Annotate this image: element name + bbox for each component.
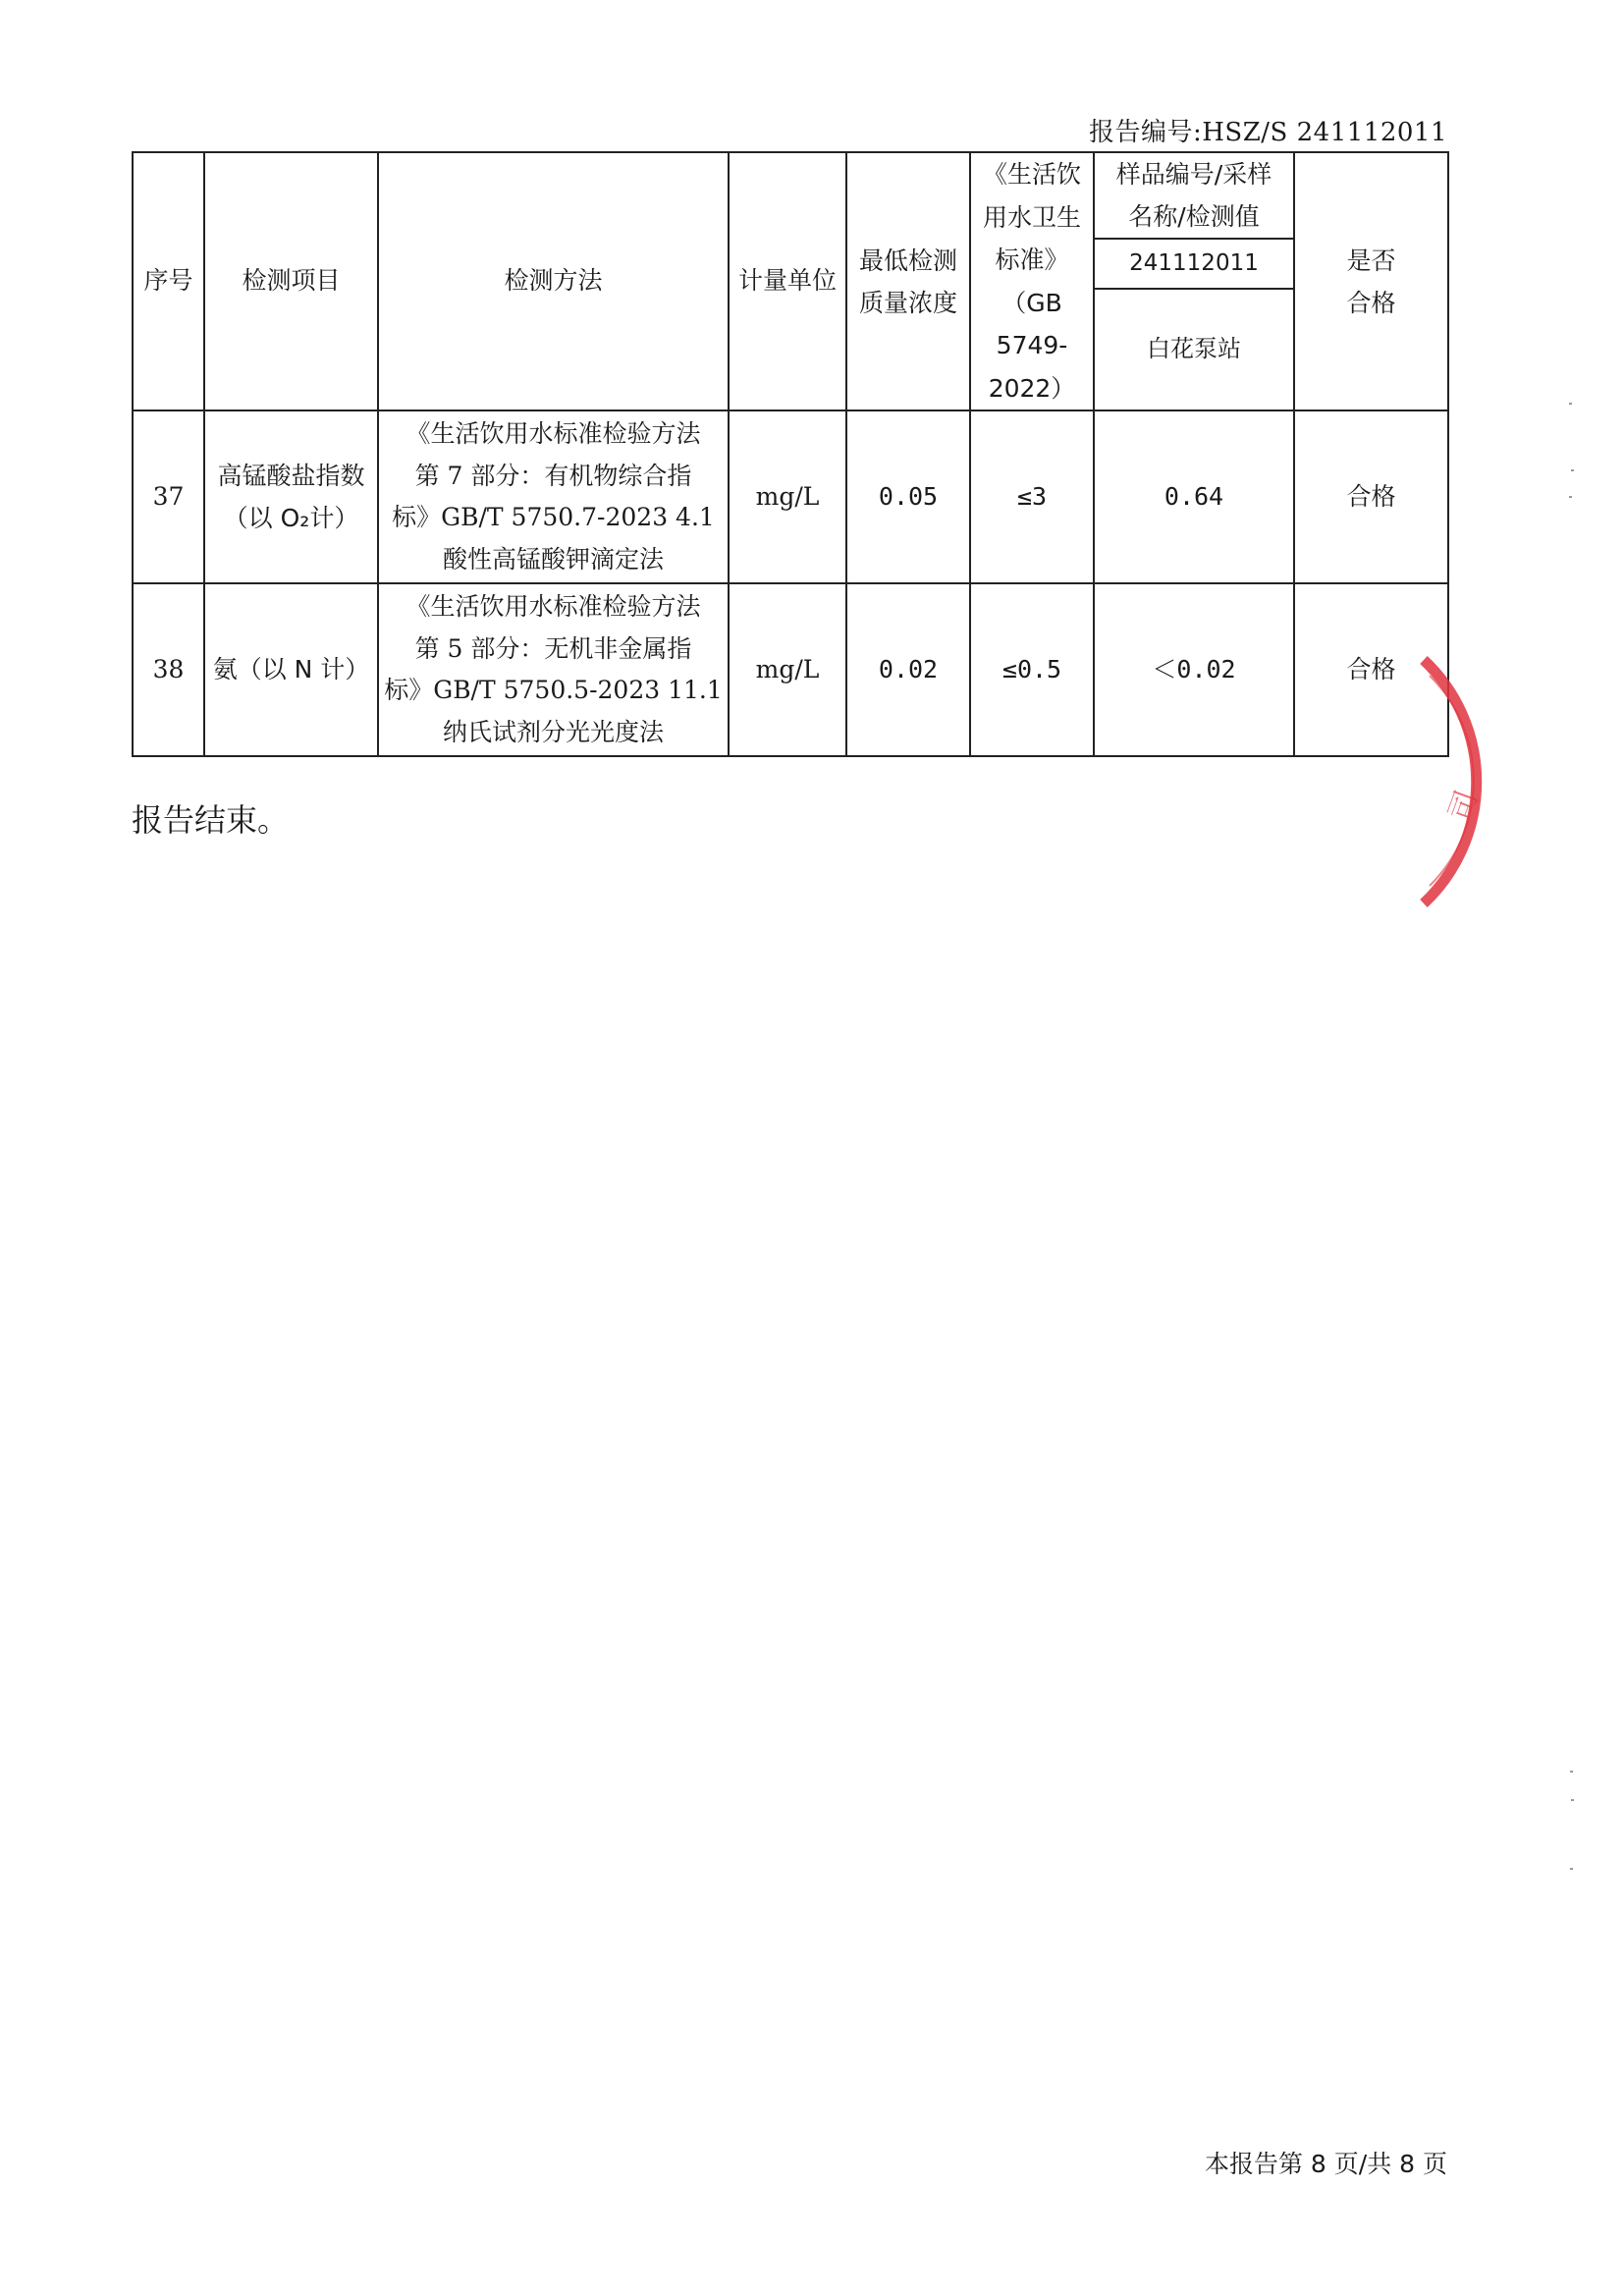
row-item: 高锰酸盐指数 （以 O₂计） bbox=[204, 410, 378, 583]
row-min-concentration: 0.02 bbox=[846, 583, 970, 756]
row-standard-limit: ≤3 bbox=[970, 410, 1094, 583]
table-row bbox=[133, 583, 1448, 756]
report-number: 报告编号:HSZ/S 241112011 bbox=[1088, 118, 1447, 147]
report-end-note: 报告结束。 bbox=[132, 801, 290, 839]
page-number-footer: 本报告第 8 页/共 8 页 bbox=[1204, 2150, 1447, 2178]
header-item: 检测项目 bbox=[204, 152, 378, 410]
sample-id: 241112011 bbox=[1094, 239, 1294, 288]
row-unit: mg/L bbox=[729, 410, 846, 583]
header-seq: 序号 bbox=[133, 152, 204, 410]
row-standard-limit: ≤0.5 bbox=[970, 583, 1094, 756]
row-seq: 38 bbox=[133, 583, 204, 756]
row-method: 《生活饮用水标准检验方法 第 7 部分：有机物综合指 标》GB/T 5750.7-2023 4.1 酸性高锰酸钾滴定法 bbox=[378, 410, 729, 583]
table-row bbox=[133, 410, 1448, 583]
seal-icon bbox=[1442, 629, 1585, 923]
row-measured-value: 0.64 bbox=[1094, 410, 1294, 583]
sample-name: 白花泵站 bbox=[1094, 289, 1294, 410]
row-unit: mg/L bbox=[729, 583, 846, 756]
row-seq: 37 bbox=[133, 410, 204, 583]
official-seal-stamp bbox=[1442, 629, 1585, 923]
row-item: 氨（以 N 计） bbox=[204, 583, 378, 756]
header-unit: 计量单位 bbox=[729, 152, 846, 410]
svg-text:司: 司 bbox=[1442, 786, 1486, 826]
row-measured-value: ＜0.02 bbox=[1094, 583, 1294, 756]
row-pass: 合格 bbox=[1294, 583, 1448, 756]
row-method: 《生活饮用水标准检验方法 第 5 部分：无机非金属指 标》GB/T 5750.5-2023 11.1 纳氏试剂分光光度法 bbox=[378, 583, 729, 756]
header-pass: 是否 合格 bbox=[1294, 152, 1448, 410]
row-pass: 合格 bbox=[1294, 410, 1448, 583]
header-method: 检测方法 bbox=[378, 152, 729, 410]
results-table bbox=[132, 151, 1449, 757]
row-min-concentration: 0.05 bbox=[846, 410, 970, 583]
header-min-concentration: 最低检测 质量浓度 bbox=[846, 152, 970, 410]
header-standard: 《生活饮 用水卫生 标准》 （GB 5749- 2022） bbox=[970, 152, 1094, 410]
header-sample-label: 样品编号/采样 名称/检测值 bbox=[1094, 152, 1294, 239]
